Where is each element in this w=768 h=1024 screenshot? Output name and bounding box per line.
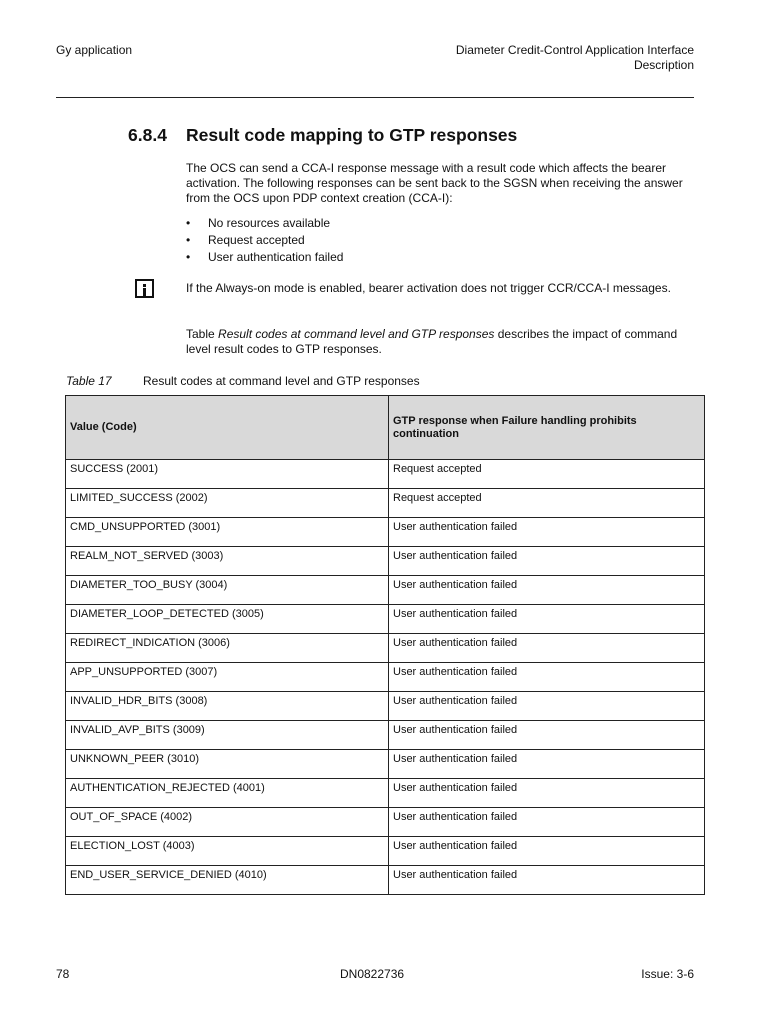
header-right-line-2: Description — [633, 58, 694, 72]
intro-paragraph: The OCS can send a CCA-I response message with a result code which affects the bearer activation. The following responses can be sent back to the SGSN when receiving the answer from the OCS upon PDP context creation (CCA-I): — [186, 161, 683, 205]
value-code-cell: INVALID_HDR_BITS (3008) — [66, 692, 389, 721]
value-code-cell: SUCCESS (2001) — [66, 460, 389, 489]
value-code-cell: DIAMETER_LOOP_DETECTED (3005) — [66, 605, 389, 634]
table-row — [66, 518, 705, 547]
table-row — [66, 634, 705, 663]
value-code-cell: END_USER_SERVICE_DENIED (4010) — [66, 866, 389, 895]
table-ref-title: Result codes at command level and GTP responses — [218, 327, 495, 341]
header-right-line-1: Diameter Credit-Control Application Interface — [455, 43, 694, 57]
gtp-response-cell: User authentication failed — [389, 547, 705, 576]
value-code-cell: LIMITED_SUCCESS (2002) — [66, 489, 389, 518]
gtp-response-cell: User authentication failed — [389, 576, 705, 605]
section-heading — [128, 125, 517, 146]
table-caption — [66, 374, 420, 388]
value-code-cell: CMD_UNSUPPORTED (3001) — [66, 518, 389, 547]
response-list — [186, 216, 343, 267]
table-row — [66, 837, 705, 866]
table-label: Table 17 — [66, 374, 112, 388]
header-value-code: Value (Code) — [66, 396, 389, 460]
value-code-cell: AUTHENTICATION_REJECTED (4001) — [66, 779, 389, 808]
table-header-row — [66, 396, 705, 460]
list-item-text: No resources available — [208, 216, 331, 230]
table-row — [66, 750, 705, 779]
gtp-response-cell: User authentication failed — [389, 750, 705, 779]
gtp-response-cell: User authentication failed — [389, 721, 705, 750]
table-row — [66, 866, 705, 895]
list-item: • User authentication failed — [186, 250, 344, 264]
table-ref-prefix: Table — [186, 327, 219, 341]
header-gtp-response: GTP response when Failure handling prohibits continuation — [389, 396, 705, 460]
note-text: If the Always-on mode is enabled, bearer activation does not trigger CCR/CCA-I messages. — [186, 281, 671, 295]
table-row — [66, 605, 705, 634]
table-row — [66, 721, 705, 750]
table-row — [66, 576, 705, 605]
value-code-cell: REALM_NOT_SERVED (3003) — [66, 547, 389, 576]
header-divider — [56, 97, 694, 98]
list-item-text: User authentication failed — [208, 250, 344, 264]
info-icon — [135, 279, 154, 298]
value-code-cell: OUT_OF_SPACE (4002) — [66, 808, 389, 837]
table-ref-suffix: describes the impact of command level result codes to GTP responses. — [186, 327, 678, 356]
gtp-response-cell: Request accepted — [389, 460, 705, 489]
gtp-response-cell: User authentication failed — [389, 866, 705, 895]
table-row — [66, 663, 705, 692]
gtp-response-cell: Request accepted — [389, 489, 705, 518]
table-row — [66, 692, 705, 721]
list-item: • No resources available — [186, 216, 331, 230]
gtp-response-cell: User authentication failed — [389, 779, 705, 808]
value-code-cell: DIAMETER_TOO_BUSY (3004) — [66, 576, 389, 605]
gtp-response-cell: User authentication failed — [389, 634, 705, 663]
document-id: DN0822736 — [340, 967, 405, 981]
header-right-title — [456, 43, 694, 73]
header-left-title: Gy application — [56, 43, 133, 57]
value-code-cell: REDIRECT_INDICATION (3006) — [66, 634, 389, 663]
table-reference-paragraph — [186, 327, 686, 357]
table-row — [66, 779, 705, 808]
table-row — [66, 460, 705, 489]
value-code-cell: APP_UNSUPPORTED (3007) — [66, 663, 389, 692]
table-row — [66, 808, 705, 837]
table-caption-text: Result codes at command level and GTP responses — [143, 374, 420, 388]
result-codes-table — [65, 395, 705, 895]
issue-number: Issue: 3-6 — [641, 967, 694, 981]
table-row — [66, 547, 705, 576]
section-number: 6.8.4 — [128, 125, 167, 145]
gtp-response-cell: User authentication failed — [389, 518, 705, 547]
value-code-cell: UNKNOWN_PEER (3010) — [66, 750, 389, 779]
list-item: • Request accepted — [186, 233, 305, 247]
gtp-response-cell: User authentication failed — [389, 663, 705, 692]
gtp-response-cell: User authentication failed — [389, 605, 705, 634]
gtp-response-cell: User authentication failed — [389, 692, 705, 721]
page-number: 78 — [56, 967, 70, 981]
value-code-cell: ELECTION_LOST (4003) — [66, 837, 389, 866]
value-code-cell: INVALID_AVP_BITS (3009) — [66, 721, 389, 750]
section-title: Result code mapping to GTP responses — [186, 125, 518, 145]
table-row — [66, 489, 705, 518]
gtp-response-cell: User authentication failed — [389, 808, 705, 837]
gtp-response-cell: User authentication failed — [389, 837, 705, 866]
list-item-text: Request accepted — [208, 233, 305, 247]
